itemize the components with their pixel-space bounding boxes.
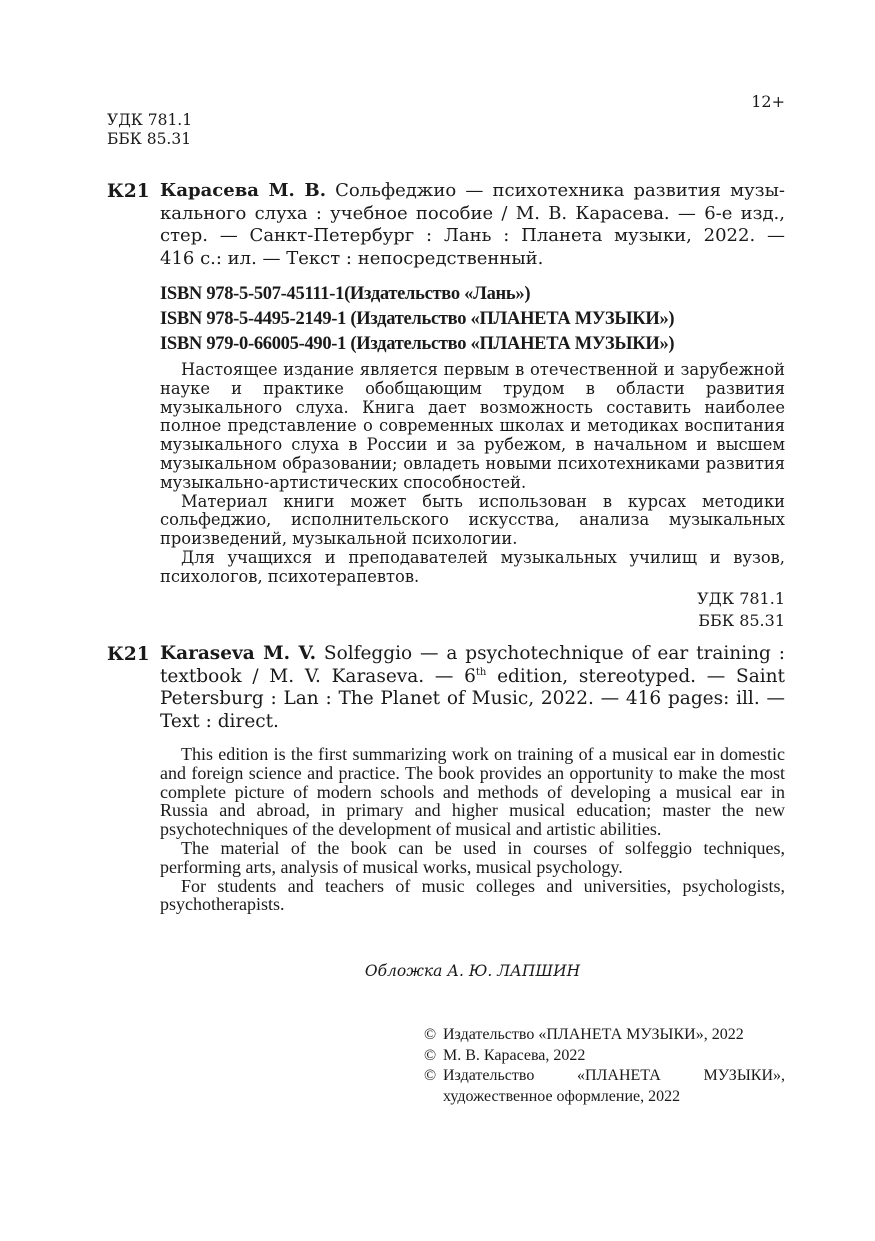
en-bibliographic-record — [160, 643, 785, 733]
udk-code: УДК 781.1 — [107, 111, 193, 129]
copyright-sign: © — [424, 1046, 437, 1064]
isbn-line: ISBN 978-5-507-45111-1(Издательство «Лань») — [160, 284, 531, 304]
en-annotation-paragraph: For students and teachers of music colleges and universities, psychologists, psychotherapists. — [160, 875, 785, 915]
copyright-sign: © — [424, 1067, 437, 1084]
ru-record-code: К21 — [107, 181, 150, 202]
isbn-line: ISBN 979-0-66005-490-1 (Издательство «ПЛАНЕТА МУЗЫКИ») — [160, 334, 675, 354]
ru-record-line: Сольфеджио — психотехника развития музы- — [325, 180, 785, 201]
isbn-line: ISBN 978-5-4495-2149-1 (Издательство «ПЛАНЕТА МУЗЫКИ») — [160, 309, 675, 329]
ru-annotation-paragraph: Для учащихся и преподавателей музыкальных училищ и вузов, психологов, психотерапевтов. — [160, 547, 785, 586]
copyright-line — [424, 1066, 785, 1087]
bbk-code: ББК 85.31 — [698, 611, 785, 630]
udk-code: УДК 781.1 — [697, 589, 785, 608]
en-record-line: Text : direct. — [160, 710, 279, 732]
ru-record-line: 416 с.: ил. — Текст : непосредственный. — [160, 247, 544, 269]
ru-record-line: кального слуха : учебное пособие / М. В. Карасева. — 6-е изд., — [160, 202, 785, 224]
en-author: Karaseva M. V. — [160, 643, 317, 664]
ru-bibliographic-record — [160, 180, 785, 270]
ru-annotation-paragraph: Настоящее издание является первым в отечественной и зарубежной науке и практике обобщающим трудом в области развития музыкального слуха. Книга дает возможность составить наиболее полное представление о современных школах и методиках воспитания музыкального слуха в России и за рубежом, в начальном и высшем музыкальном образовании; овладеть новыми психотехниками развития музыкально-артистических способностей. — [160, 360, 785, 492]
ru-annotation-paragraph: Материал книги может быть использован в курсах методики сольфеджио, исполнительского искусства, анализа музыкальных произведений, музыкальной психологии. — [160, 491, 785, 549]
ru-annotation — [160, 361, 785, 587]
copyright-text: М. В. Карасева, 2022 — [443, 1046, 586, 1064]
copyright-sign: © — [424, 1026, 437, 1043]
bbk-code: ББК 85.31 — [107, 130, 192, 148]
ordinal-suffix: th — [475, 666, 487, 678]
top-classification — [107, 111, 192, 149]
ru-record-line: стер. — Санкт-Петербург : Лань : Планета музыки, 2022. — — [160, 225, 785, 246]
en-annotation-paragraph: The material of the book can be used in courses of solfeggio techniques, performing arts, analysis of musical works, musical psychology. — [160, 837, 785, 877]
en-record-line: Solfeggio — a psychotechnique of ear training : — [316, 643, 785, 664]
copyright-block — [424, 1025, 785, 1107]
age-rating: 12+ — [751, 92, 785, 111]
en-record-line: edition, stereotyped. — Saint — [486, 665, 785, 687]
ru-author: Карасева М. В. — [160, 180, 326, 201]
en-record-line: textbook / M. V. Karaseva. — 6 — [160, 665, 476, 687]
en-annotation-paragraph: This edition is the first summarizing work on training of a musical ear in domestic and foreign science and practice. The book provides an opportunity to make the most complete picture of modern schools and methods of developing a musical ear in Russia and abroad, in primary and higher musical education; master the new psychotechniques of the development of musical and artistic abilities. — [160, 744, 785, 840]
copyright-continuation: художественное оформление, 2022 — [443, 1087, 681, 1105]
right-classification — [640, 588, 785, 632]
en-record-code: К21 — [107, 644, 150, 665]
copyright-line — [424, 1025, 785, 1046]
en-annotation — [160, 745, 785, 914]
copyright-text: Издательство «ПЛАНЕТА МУЗЫКИ», — [443, 1067, 785, 1084]
en-record-line: Petersburg : Lan : The Planet of Music, 2022. — 416 pages: ill. — — [160, 688, 785, 709]
copyright-text: Издательство «ПЛАНЕТА МУЗЫКИ», 2022 — [443, 1026, 744, 1043]
cover-credit: Обложка А. Ю. ЛАПШИН — [364, 962, 581, 980]
copyright-line — [424, 1046, 785, 1067]
